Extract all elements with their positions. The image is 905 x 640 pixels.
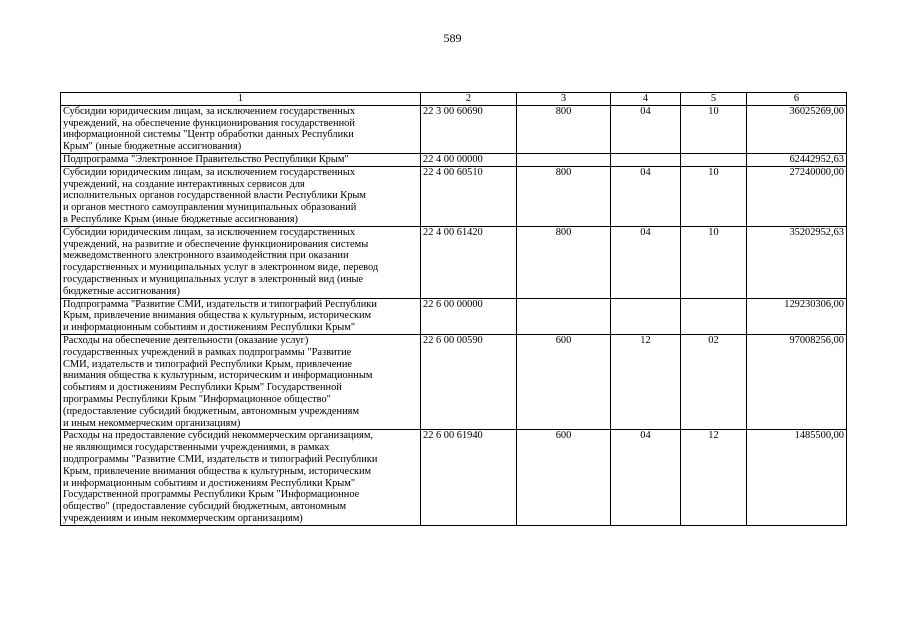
expense-name-line: межведомственного электронного взаимодействия при оказании [63,250,349,262]
target-code-cell: 22 6 00 00590 [421,334,517,429]
table-row [61,298,847,334]
expense-name-line: событиям и достижениям Республики Крым" Государственной [63,382,342,394]
amount-cell: 129230306,00 [747,298,847,334]
expense-type-cell: 800 [517,166,611,226]
expense-type-cell: 800 [517,105,611,153]
expense-name-line: Подпрограмма "Развитие СМИ, издательств и типографий Республики [63,298,377,310]
subsection-cell: 10 [681,105,747,153]
header-cell-6: 6 [747,93,847,106]
expense-name-cell [61,166,421,226]
expense-name-cell [61,298,421,334]
expense-type-cell: 600 [517,430,611,525]
expense-name-line: общество" (предоставление субсидий бюджетным, автономным [63,501,347,513]
amount-cell: 1485500,00 [747,430,847,525]
expense-name-line: Субсидии юридическим лицам, за исключением государственных [63,105,356,117]
subsection-cell: 12 [681,430,747,525]
expense-name-line: и органов местного самоуправления муниципальных образований [63,202,357,214]
expense-name-line: Подпрограмма "Электронное Правительство Республики Крым" [63,153,349,165]
subsection-cell [681,298,747,334]
expense-name-line: государственных учреждений в рамках подпрограммы "Развитие [63,346,352,358]
header-cell-1: 1 [61,93,421,106]
expense-name-line: Крым, привлечение внимания общества к культурным, историческим [63,310,372,322]
amount-cell: 27240000,00 [747,166,847,226]
expense-name-line: и информационным событиям и достижениям Республики Крым" [63,477,356,489]
expense-name-line: не являющимся государственными учреждениями, в рамках [63,442,330,454]
header-cell-2: 2 [421,93,517,106]
subsection-cell: 10 [681,166,747,226]
expense-name-line: и информационным событиям и достижениям Республики Крым" [63,322,356,334]
table-row [61,105,847,153]
amount-cell: 36025269,00 [747,105,847,153]
expense-name-line: учреждений, на создание интерактивных сервисов для [63,178,305,190]
expense-name-line: программы Республики Крым "Информационное общество" [63,393,331,405]
expense-name-line: учреждений, на обеспечение функционирования государственной [63,117,355,129]
expense-type-cell [517,153,611,166]
header-cell-3: 3 [517,93,611,106]
expense-name-line: информационной системы "Центр обработки данных Республики [63,129,354,141]
target-code-cell: 22 6 00 00000 [421,298,517,334]
header-cell-5: 5 [681,93,747,106]
expense-type-cell: 600 [517,334,611,429]
target-code-cell: 22 4 00 00000 [421,153,517,166]
section-cell: 12 [611,334,681,429]
expense-name-cell [61,226,421,298]
target-code-cell: 22 6 00 61940 [421,430,517,525]
expense-name-line: внимания общества к культурным, историческим и информационным [63,370,373,382]
target-code-cell: 22 4 00 60510 [421,166,517,226]
expense-name-cell [61,334,421,429]
expense-type-cell [517,298,611,334]
table-row [61,153,847,166]
expense-name-line: в Республике Крым (иные бюджетные ассигнования) [63,213,298,225]
table-row [61,430,847,525]
expense-name-line: государственных и муниципальных услуг в электронный вид (иные [63,273,364,285]
expense-name-line: Субсидии юридическим лицам, за исключением государственных [63,166,356,178]
expense-name-line: исполнительных органов государственной власти Республики Крым [63,190,366,202]
page-number: 589 [443,31,462,45]
expense-name-line: Субсидии юридическим лицам, за исключением государственных [63,226,356,238]
amount-cell: 97008256,00 [747,334,847,429]
subsection-cell: 10 [681,226,747,298]
budget-table [60,92,847,526]
header-cell-4: 4 [611,93,681,106]
expense-type-cell: 800 [517,226,611,298]
expense-name-line: и иным некоммерческим организациям) [63,417,241,429]
section-cell: 04 [611,166,681,226]
section-cell [611,298,681,334]
expense-name-line: Крым, привлечение внимания общества к культурным, историческим [63,465,372,477]
table-row [61,334,847,429]
section-cell: 04 [611,105,681,153]
header-row [61,93,847,106]
expense-name-line: Крым" (иные бюджетные ассигнования) [63,141,242,153]
expense-name-line: (предоставление субсидий бюджетным, автономным учреждениям [63,405,360,417]
subsection-cell: 02 [681,334,747,429]
table-row [61,226,847,298]
expense-name-line: учреждениям и иным некоммерческим организациям) [63,512,303,524]
expense-name-line: Расходы на обеспечение деятельности (оказание услуг) [63,334,309,346]
expense-name-line: подпрограммы "Развитие СМИ, издательств и типографий Республики [63,453,378,465]
expense-name-line: Государственной программы Республики Крым "Информационное [63,489,360,501]
section-cell: 04 [611,226,681,298]
expense-name-cell [61,153,421,166]
amount-cell: 35202952,63 [747,226,847,298]
expense-name-line: Расходы на предоставление субсидий некоммерческим организациям, [63,430,374,442]
expense-name-cell [61,105,421,153]
target-code-cell: 22 4 00 61420 [421,226,517,298]
expense-name-line: государственных и муниципальных услуг в электронном виде, перевод [63,262,379,274]
expense-name-line: учреждений, на развитие и обеспечение функционирования системы [63,238,369,250]
expense-name-line: СМИ, издательств и типографий Республики Крым, привлечение [63,358,353,370]
expense-name-line: бюджетные ассигнования) [63,285,180,297]
amount-cell: 62442952,63 [747,153,847,166]
subsection-cell [681,153,747,166]
section-cell: 04 [611,430,681,525]
table-body [61,93,847,526]
expense-name-cell [61,430,421,525]
target-code-cell: 22 3 00 60690 [421,105,517,153]
table-row [61,166,847,226]
section-cell [611,153,681,166]
